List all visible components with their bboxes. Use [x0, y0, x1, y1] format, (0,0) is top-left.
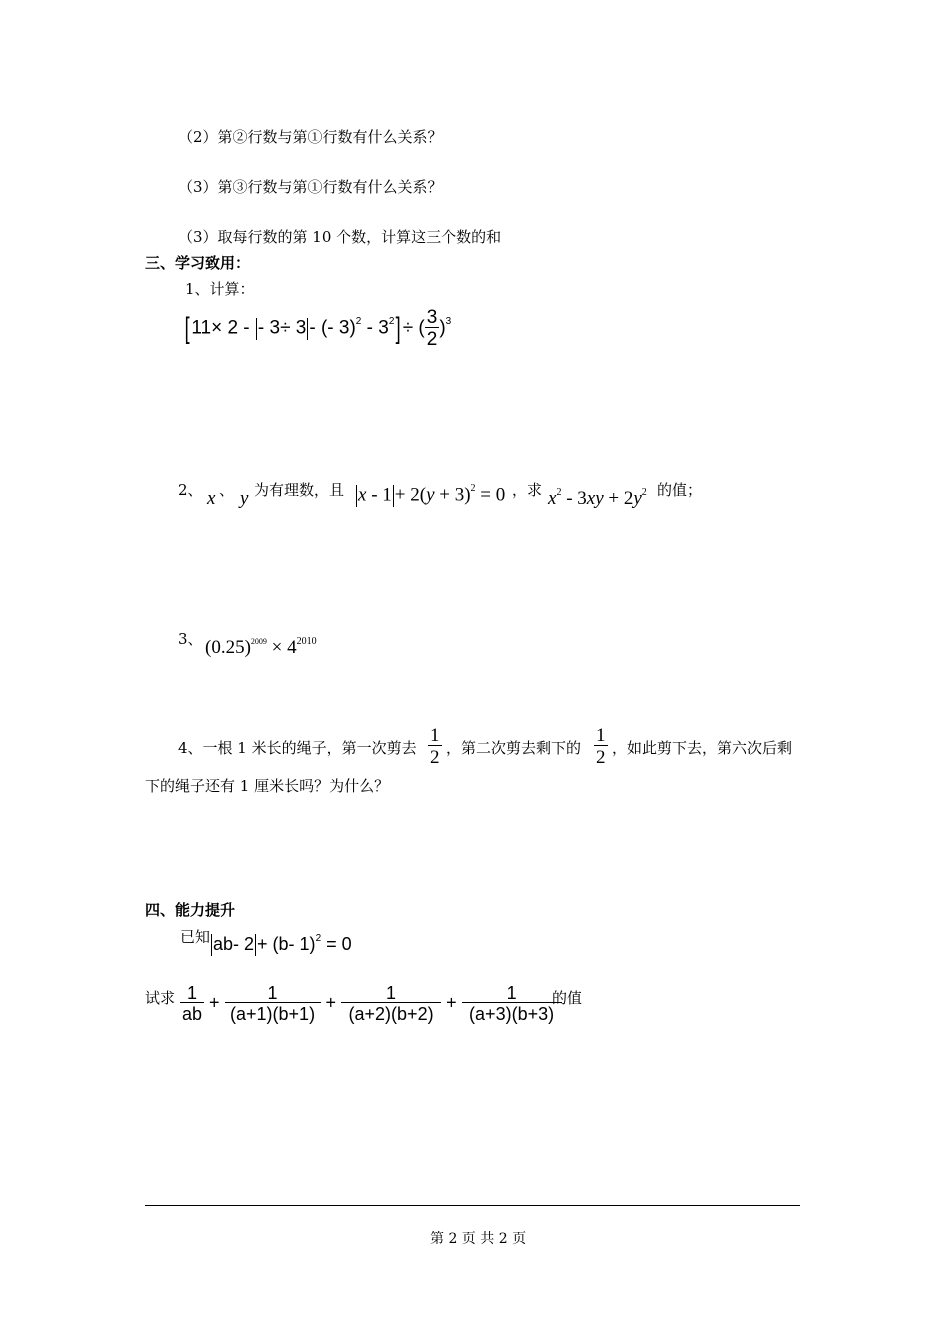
- sum-expression: $\frac{1}{ab}$ + $\frac{1}{(a+1)(b+1)}$ + $\frac{1}{(a+2)(b+2)}$ + $\frac{1}{(a+3)(b+3)}$: [180, 984, 562, 1023]
- problem-2-label: 2、: [178, 481, 203, 499]
- problem-2-var-x: x: [207, 488, 216, 509]
- problem-2-condition: $x - 1 + 2(y + 3)^2 = 0$: [358, 483, 506, 506]
- given-formula: ab- 2 + (b- 1)$^2$ = 0: [210, 934, 352, 956]
- problem-4-fraction-1: $\frac{1}{2}$: [430, 725, 440, 768]
- problem-3-label: 3、: [178, 630, 203, 648]
- page-footer: 第 2 页 共 2 页: [430, 1231, 527, 1247]
- problem-3-formula: $(0.25)^{2009} \times 4^{2010}$: [205, 635, 317, 658]
- question-3-line: （3）第③行数与第①行数有什么关系？: [178, 178, 443, 196]
- given-label: 已知: [180, 928, 211, 946]
- problem-1-formula: [11× 2 - - 3÷ 3 - (- $3)^2 - 3^2]\div$ ( $\frac{3}{2}$ )$^3$: [184, 307, 452, 350]
- question-2-line: （2）第②行数与第①行数有什么关系？: [178, 128, 443, 146]
- try-label: 试求: [145, 989, 176, 1007]
- section-3-title: 三、学习致用：: [145, 254, 251, 272]
- problem-4-fraction-2: $\frac{1}{2}$: [596, 725, 606, 768]
- problem-4-text-a: 4、一根 1 米长的绳子，第一次剪去: [178, 739, 417, 757]
- problem-2-text-1: 为有理数，且: [254, 481, 345, 499]
- question-3b-line: （3）取每行数的第 10 个数，计算这三个数的和: [178, 228, 502, 246]
- problem-4-text-c: ，如此剪下去，第六次后剩: [612, 739, 793, 757]
- problem-2-text-3: 的值；: [657, 481, 703, 499]
- problem-4-text-b: ，第二次剪去剩下的: [446, 739, 582, 757]
- section-4-title: 四、能力提升: [145, 901, 236, 919]
- problem-1-label: 1、计算：: [185, 280, 255, 298]
- problem-2-text-2: ，求: [512, 481, 543, 499]
- problem-4-text-d: 下的绳子还有 1 厘米长吗？为什么？: [145, 777, 390, 795]
- problem-2-sep: 、: [219, 481, 235, 499]
- problem-2-expression: $x^2 - 3xy + 2y^2$: [548, 486, 647, 509]
- try-end: 的值: [552, 989, 583, 1007]
- problem-2-var-y: y: [240, 488, 249, 509]
- footer-rule: [145, 1205, 800, 1206]
